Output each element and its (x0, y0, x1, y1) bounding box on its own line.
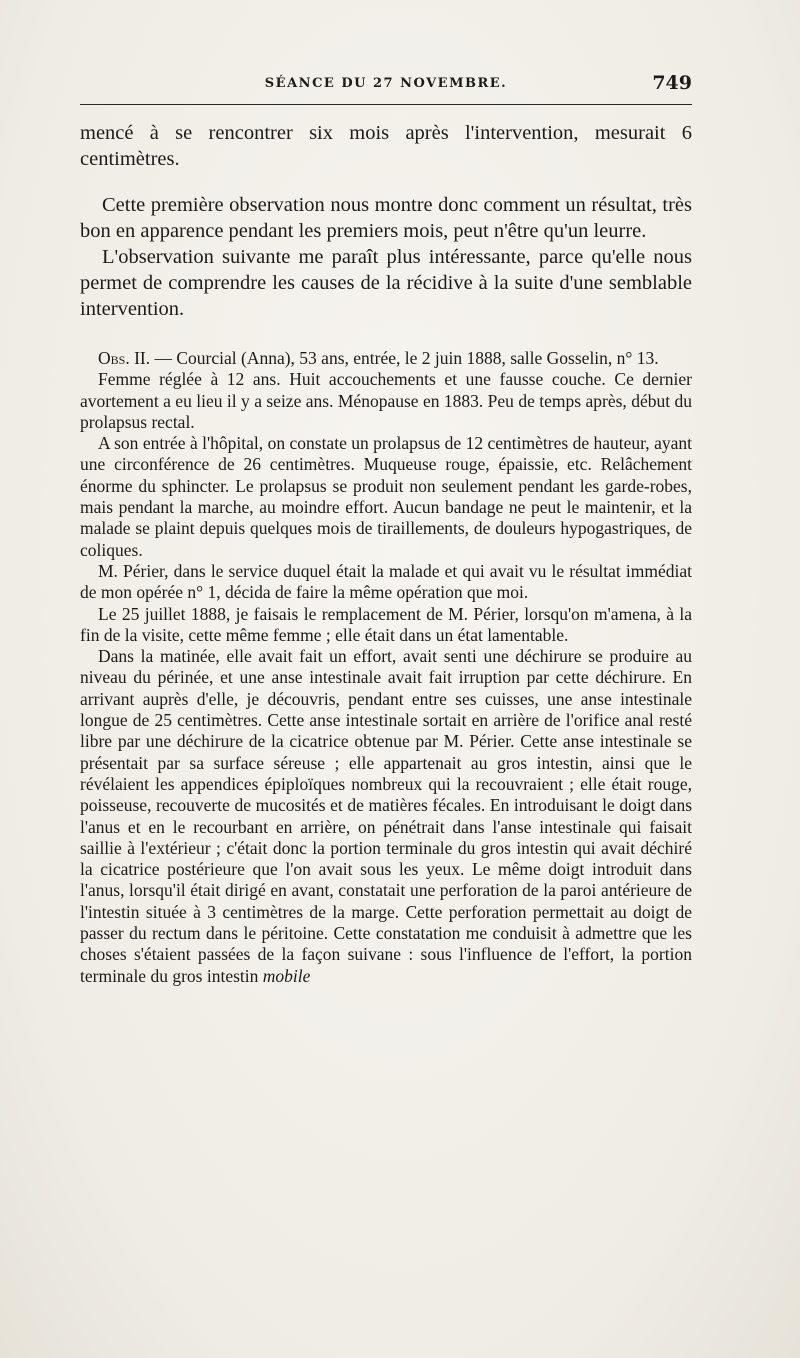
observation-heading (80, 348, 692, 369)
body-text (80, 120, 692, 987)
paragraph: A son entrée à l'hôpital, on constate un prolapsus de 12 centimètres de hauteur, ayant une circonférence de 26 centimètres. Muqueuse rouge, épaissie, etc. Relâchement énorme du sphincter. Le prolapsus se produit non seulement pendant les garde-robes, mais pendant la marche, au moindre effort. Aucun bandage ne peut le maintenir, et la malade se plaint depuis quelques mois de tiraillements, de douleurs hypogastriques, de coliques. (80, 433, 692, 560)
paragraph: Femme réglée à 12 ans. Huit accouchements et une fausse couche. Ce dernier avortement a eu lieu il y a seize ans. Ménopause en 1883. Peu de temps après, début du prolapsus rectal. (80, 369, 692, 432)
header-rule (80, 104, 692, 105)
observation-block (80, 348, 692, 987)
paragraph: Cette première observation nous montre donc comment un résultat, très bon en apparence pendant les premiers mois, peut n'être qu'un leurre. (80, 194, 692, 242)
running-head: SÉANCE DU 27 NOVEMBRE. (264, 76, 508, 91)
paragraph: M. Périer, dans le service duquel était la malade et qui avait vu le résultat immédiat de mon opérée n° 1, décida de faire la même opération que moi. (80, 560, 692, 603)
page-number: 749 (652, 72, 692, 94)
italic-word: mobile (262, 965, 311, 986)
observation-heading-text: — Courcial (Anna), 53 ans, entrée, le 2 juin 1888, salle Gosselin, n° 13. (150, 348, 659, 368)
paragraph-text: Dans la matinée, elle avait fait un effort, avait senti une déchirure se produire au niveau du périnée, et une anse intestinale avait fait irruption par cette déchirure. En arrivant auprès d'elle, je découvris, pendant entre ses cuisses, une anse intestinale longue de 25 centimètres. Cette anse intestinale sortait en arrière de l'orifice anal resté libre par une déchirure de la cicatrice obtenue par M. Périer. Cette anse intestinale se présentait par sa surface séreuse ; elle appartenait au gros intestin, ainsi que le révélaient les appendices épiploïques nombreux qui la recouvraient ; elle était rouge, poisseuse, recouverte de mucosités et de matières fécales. En introduisant le doigt dans l'anus et en le recourbant en arrière, on pénétrait dans l'anse intestinale qui faisait saillie à l'extérieur ; c'était donc la portion terminale du gros intestin qui avait déchiré la cicatrice postérieure que l'on avait sous les yeux. Le même doigt introduit dans l'anus, lorsqu'il était dirigé en avant, constatait une perforation de la paroi antérieure de l'intestin située à 3 centimètres de la marge. Cette perforation permettait au doigt de passer du rectum dans le péritoine. Cette constatation me conduisit à admettre que les choses s'étaient passées de la façon suivane : sous l'influence de l'effort, la portion terminale du gros intestin (80, 646, 692, 986)
paragraph-continuation: mencé à se rencontrer six mois après l'intervention, mesurait 6 centimètres. (80, 122, 692, 170)
observation-label: Obs. II. (98, 348, 151, 368)
page-header (80, 72, 692, 100)
paragraph: L'observation suivante me paraît plus intéressante, parce qu'elle nous permet de comprendre les causes de la récidive à la suite d'une semblable intervention. (80, 246, 692, 320)
paragraph: Le 25 juillet 1888, je faisais le remplacement de M. Périer, lorsqu'on m'amena, à la fin de la visite, cette même femme ; elle était dans un état lamentable. (80, 603, 692, 645)
paragraph-gap (80, 172, 692, 192)
paragraph-last (80, 646, 692, 987)
